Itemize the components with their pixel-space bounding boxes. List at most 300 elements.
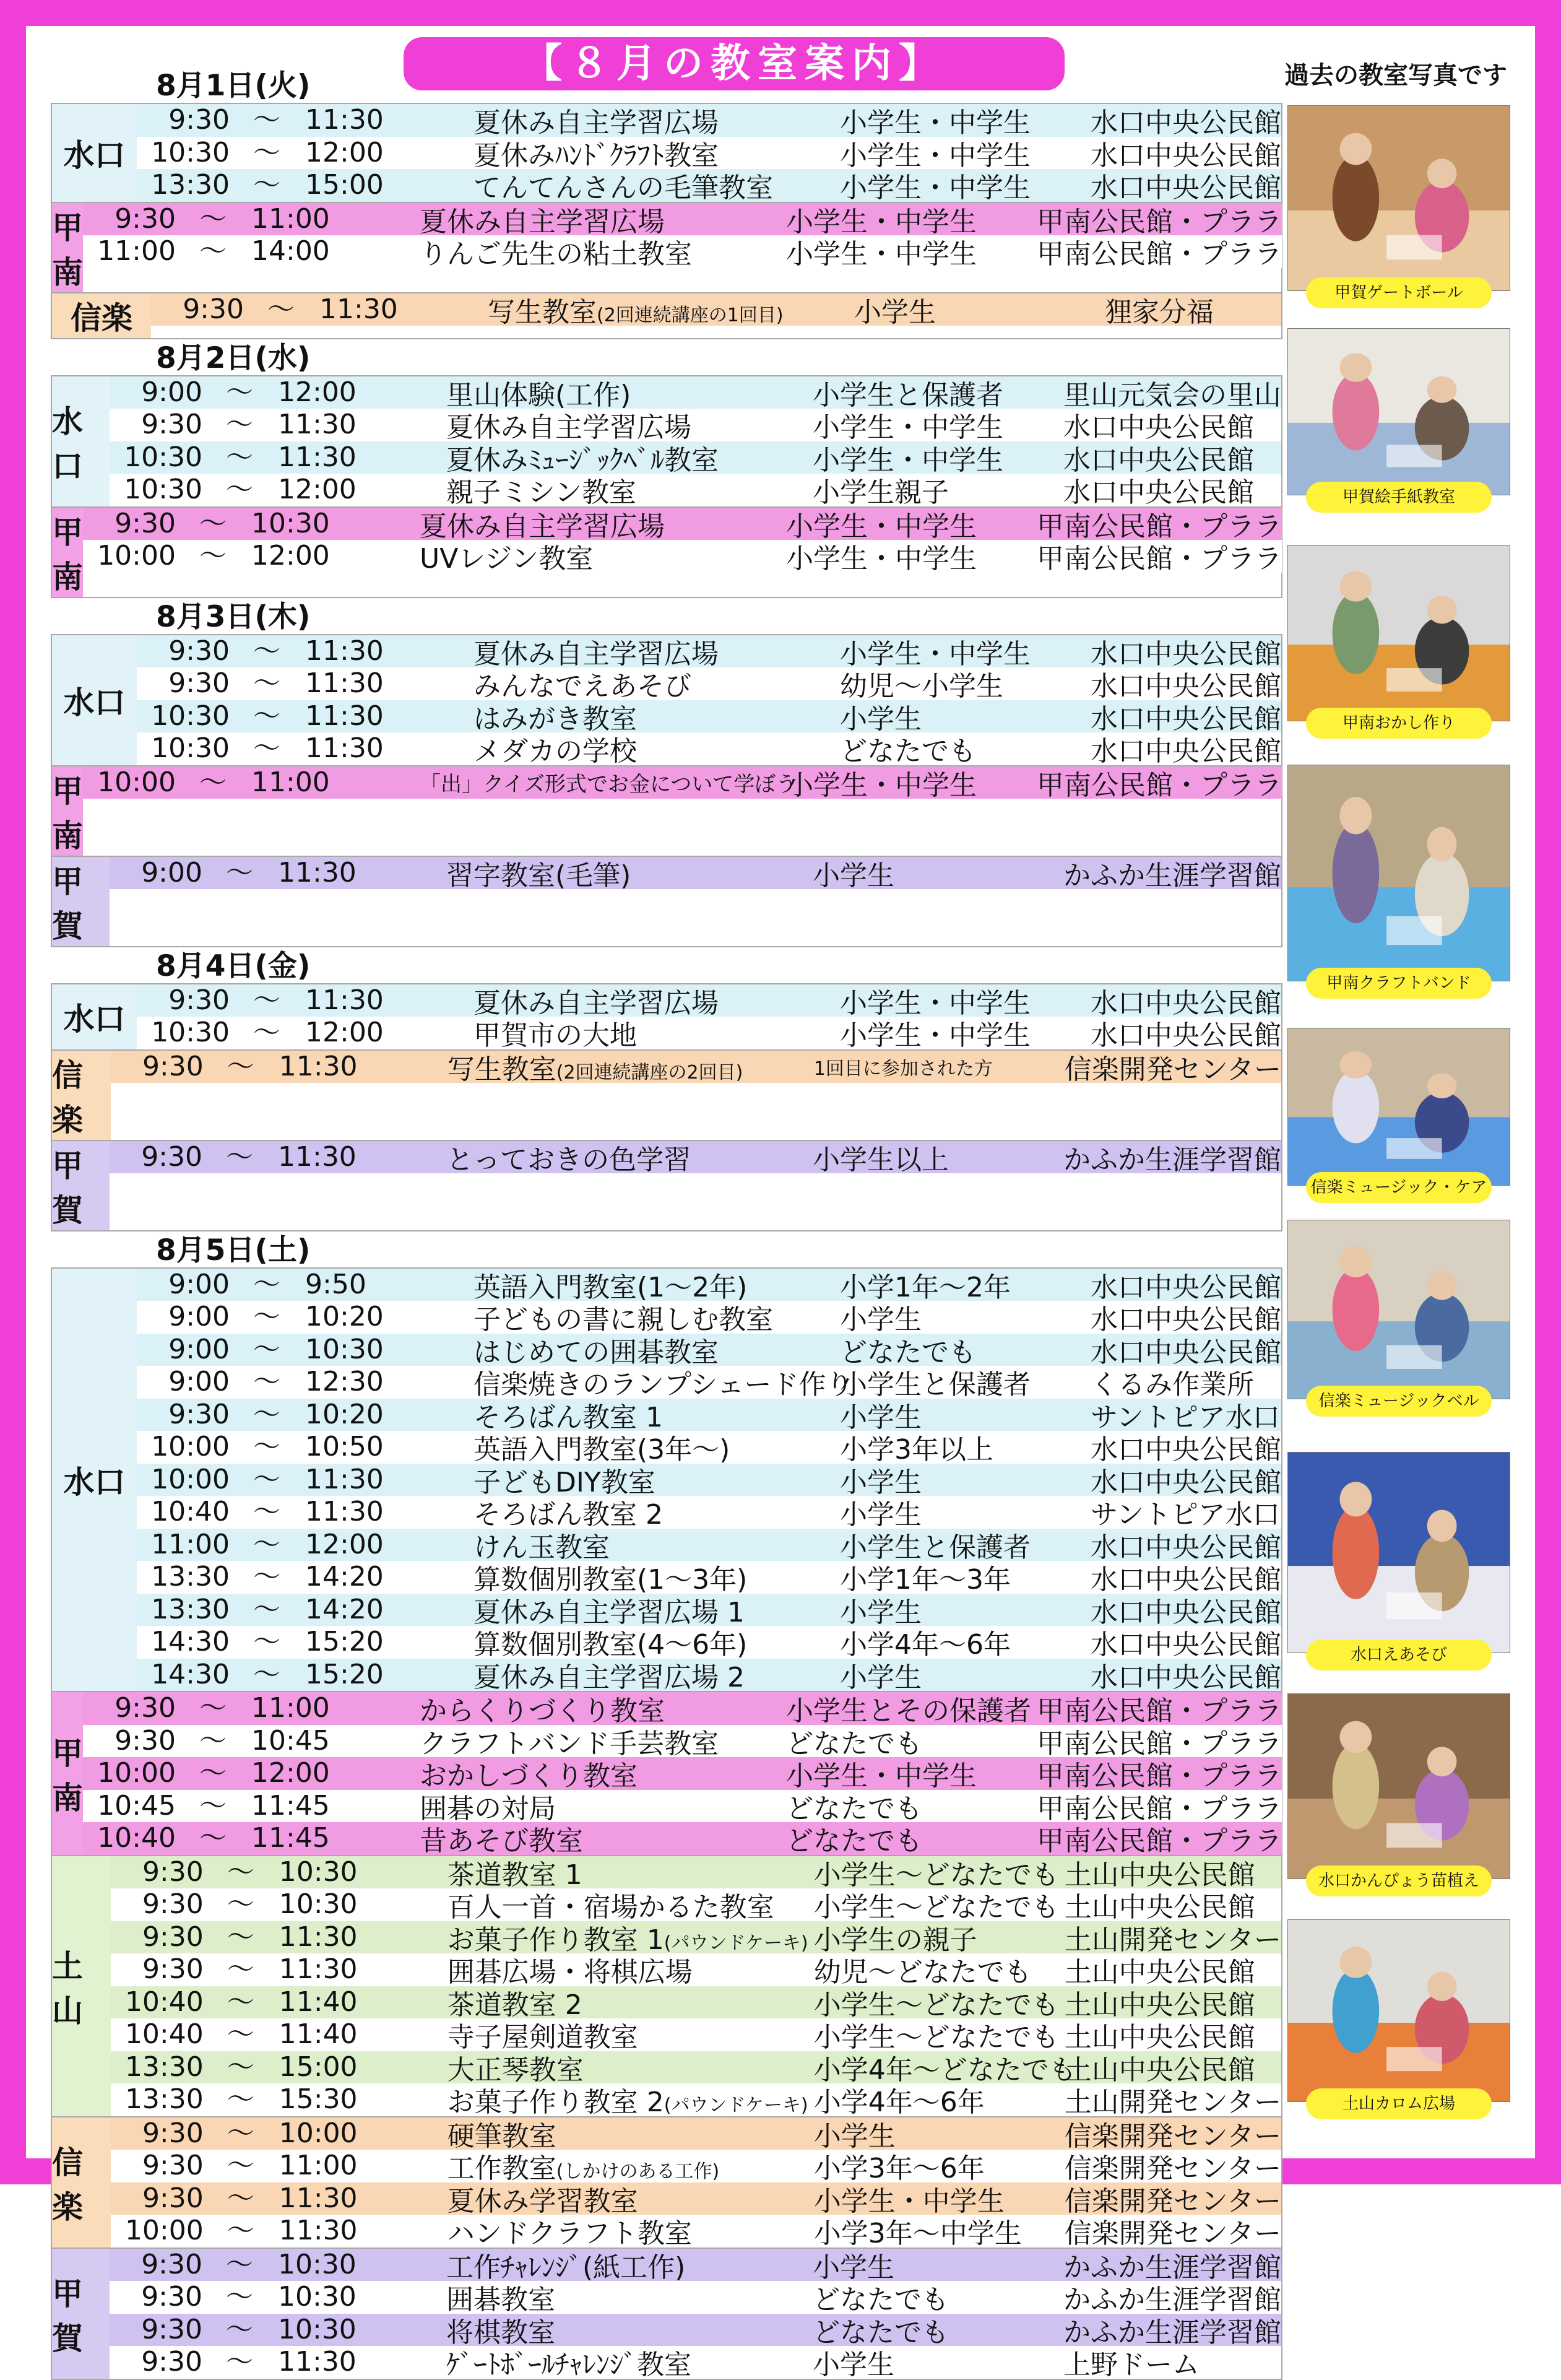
tilde-sep: ～ — [227, 2051, 254, 2083]
target-audience: 小学生 — [840, 1596, 922, 1626]
time-cell — [110, 857, 444, 890]
tilde-sep: ～ — [227, 2215, 254, 2246]
class-title: 夏休み自主学習広場 — [446, 412, 691, 441]
picture-play-photo — [1287, 1452, 1510, 1653]
end-time: 11:30 — [279, 1921, 358, 1953]
class-name — [444, 2249, 809, 2282]
class-name — [471, 1301, 836, 1334]
class-name — [444, 376, 809, 409]
photo-card — [1287, 545, 1510, 739]
tilde-sep: ～ — [253, 1658, 280, 1690]
end-time: 11:45 — [251, 1822, 330, 1854]
start-time: 13:30 — [151, 1561, 230, 1592]
class-name — [445, 1953, 810, 1986]
area-block — [51, 983, 1282, 1051]
class-name — [444, 1141, 809, 1174]
target-audience: 小学生・中学生 — [840, 172, 1031, 202]
venue: 土山開発センター — [1064, 2087, 1281, 2116]
schedule-row — [110, 2346, 1281, 2379]
photo-caption: 信楽ミュージック・ケア — [1306, 1172, 1492, 1203]
tilde-sep: ～ — [227, 2150, 254, 2181]
venue: 甲南公民館・プララ — [1037, 510, 1282, 540]
tilde-sep: ～ — [199, 766, 227, 798]
tilde-sep: ～ — [226, 2281, 253, 2313]
schedule-row — [111, 2150, 1281, 2182]
class-name — [471, 169, 836, 202]
end-time: 14:00 — [251, 235, 330, 267]
schedule-row — [110, 1141, 1281, 1174]
class-title: 算数個別教室(4～6年) — [473, 1629, 748, 1659]
end-time: 11:30 — [305, 1463, 384, 1495]
target-audience: 小学生～どなたでも — [813, 1989, 1059, 2018]
area-block — [51, 2249, 1282, 2380]
schedule-row — [111, 2051, 1281, 2084]
time-cell — [111, 2083, 445, 2116]
tilde-sep: ～ — [227, 2018, 254, 2050]
venue: 水口中央公民館 — [1091, 736, 1281, 765]
class-name — [471, 1269, 836, 1301]
schedule-row — [111, 2182, 1281, 2215]
target-audience: どなたでも — [813, 2284, 949, 2314]
time-cell — [111, 1856, 445, 1889]
class-title: 百人一首・宿場かるた教室 — [447, 1891, 774, 1921]
schedule-row — [111, 2018, 1281, 2051]
class-title: 英語入門教室(3年～) — [473, 1434, 730, 1464]
area-label: 水口 — [52, 104, 137, 202]
end-time: 11:00 — [279, 2150, 358, 2181]
photo-card — [1287, 328, 1510, 513]
target-audience: 小学生・中学生 — [786, 1760, 977, 1790]
venue: 甲南公民館・プララ — [1037, 206, 1282, 235]
venue: 甲南公民館・プララ — [1037, 1695, 1282, 1725]
area-label: 信楽 — [52, 1051, 111, 1140]
class-name — [471, 1334, 836, 1366]
class-title: 硬筆教室 — [447, 2120, 556, 2150]
area-block — [51, 1856, 1282, 2117]
target-audience: どなたでも — [786, 1825, 922, 1855]
end-time: 10:20 — [305, 1301, 384, 1332]
schedule-row — [111, 1953, 1281, 1986]
venue: 信楽開発センター — [1064, 2185, 1281, 2215]
schedule-row — [137, 732, 1281, 765]
time-cell — [111, 2018, 445, 2051]
schedule-row — [137, 635, 1281, 668]
target-audience: 小学生 — [840, 1304, 922, 1334]
tilde-sep: ～ — [253, 635, 280, 667]
end-time: 12:00 — [305, 136, 384, 168]
class-name — [445, 2150, 810, 2182]
start-time: 10:40 — [151, 1496, 230, 1527]
class-name — [445, 2018, 810, 2051]
class-title: みんなでえあそび — [473, 671, 691, 700]
class-title: 習字教室(毛筆) — [446, 859, 631, 889]
tilde-sep: ～ — [253, 984, 280, 1016]
end-time: 12:30 — [305, 1366, 384, 1397]
time-cell — [110, 441, 444, 474]
tilde-sep: ～ — [253, 169, 280, 201]
end-time: 10:20 — [305, 1398, 384, 1430]
schedule-row — [111, 1986, 1281, 2019]
target-audience: 小学生以上 — [813, 1144, 949, 1173]
area-label: 水口 — [52, 984, 137, 1049]
row-group — [83, 508, 1282, 597]
tilde-sep: ～ — [199, 1724, 227, 1757]
row-group — [111, 1051, 1281, 1140]
start-time: 9:30 — [141, 2313, 202, 2345]
venue: 信楽開発センター — [1064, 1053, 1281, 1083]
area-label: 甲賀 — [52, 2249, 110, 2379]
target-audience: 小学生 — [840, 1661, 922, 1691]
class-title: 英語入門教室(1～2年) — [473, 1271, 748, 1301]
time-cell — [83, 1692, 417, 1725]
class-note: (しかけのある工作) — [556, 2161, 720, 2182]
class-note: (パウンドケーキ) — [664, 2095, 808, 2116]
tilde-sep: ～ — [253, 1268, 280, 1300]
time-cell — [111, 1051, 445, 1084]
end-time: 11:40 — [279, 2018, 358, 2050]
schedule-row — [83, 203, 1282, 236]
time-cell — [110, 376, 444, 409]
schedule-row — [111, 2117, 1281, 2150]
start-time: 14:30 — [151, 1658, 230, 1690]
end-time: 11:30 — [305, 1496, 384, 1527]
venue: 土山中央公民館 — [1064, 1957, 1255, 1986]
end-time: 11:30 — [279, 2215, 358, 2246]
class-name — [471, 667, 836, 700]
venue: 信楽開発センター — [1064, 2218, 1281, 2248]
photo-caption: 甲賀絵手紙教室 — [1306, 482, 1492, 513]
venue: 甲南公民館・プララ — [1037, 1825, 1282, 1855]
schedule-row — [110, 376, 1281, 409]
area-label: 甲南 — [52, 1692, 83, 1855]
end-time: 10:30 — [278, 2248, 357, 2280]
tilde-sep: ～ — [253, 1398, 280, 1430]
start-time: 9:30 — [168, 104, 230, 136]
row-group — [137, 104, 1281, 202]
class-name — [471, 732, 836, 765]
class-title: 夏休み自主学習広場 — [420, 206, 665, 235]
end-time: 11:00 — [251, 202, 330, 235]
class-title: 工作教室 — [447, 2153, 556, 2182]
schedule-row — [137, 700, 1281, 733]
schedule-row — [137, 1366, 1281, 1399]
row-group — [83, 1692, 1282, 1855]
class-name — [445, 1856, 810, 1889]
page-title: 【８月の教室案内】 — [404, 37, 1065, 90]
schedule-row — [137, 1301, 1281, 1334]
schedule-row — [110, 2281, 1281, 2314]
class-title: 工作ﾁｬﾚﾝｼﾞ(紙工作) — [446, 2251, 686, 2281]
end-time: 15:30 — [279, 2083, 358, 2115]
end-time: 11:30 — [278, 441, 357, 473]
start-time: 10:40 — [97, 1822, 176, 1854]
time-cell — [137, 700, 471, 733]
schedule-row — [110, 441, 1281, 474]
end-time: 11:30 — [319, 293, 398, 325]
class-name — [445, 2117, 810, 2150]
area-label: 甲賀 — [52, 857, 110, 946]
venue: 水口中央公民館 — [1091, 1271, 1281, 1301]
row-group — [110, 2249, 1281, 2379]
time-cell — [137, 635, 471, 668]
start-time: 10:30 — [151, 732, 230, 764]
start-time: 13:30 — [151, 1593, 230, 1625]
tilde-sep: ～ — [227, 1856, 254, 1888]
class-title: UVレジン教室 — [420, 543, 594, 573]
row-group — [111, 2117, 1281, 2248]
class-title: 寺子屋剣道教室 — [447, 2022, 638, 2051]
end-time: 11:30 — [278, 856, 357, 888]
venue: 水口中央公民館 — [1091, 1661, 1281, 1691]
start-time: 9:30 — [115, 202, 176, 235]
photo-card — [1287, 105, 1510, 308]
class-name — [471, 1464, 836, 1496]
time-cell — [137, 732, 471, 765]
venue: かふか生涯学習館 — [1063, 859, 1281, 889]
start-time: 11:00 — [97, 235, 176, 267]
time-cell — [111, 1921, 445, 1954]
start-time: 9:30 — [142, 1921, 204, 1953]
target-audience: 小学生と保護者 — [840, 1531, 1031, 1561]
venue: 土山中央公民館 — [1064, 1989, 1255, 2018]
gateball-photo — [1287, 105, 1510, 291]
class-name — [445, 2215, 810, 2248]
target-audience: 小学生～どなたでも — [813, 2022, 1059, 2051]
time-cell — [110, 2249, 444, 2282]
class-name — [471, 104, 836, 137]
class-title: てんてんさんの毛筆教室 — [473, 172, 773, 202]
start-time: 9:30 — [115, 1692, 176, 1724]
venue: 甲南公民館・プララ — [1037, 238, 1282, 268]
class-name — [417, 235, 782, 268]
end-time: 12:00 — [251, 1757, 330, 1789]
row-group — [110, 376, 1281, 506]
area-block — [51, 103, 1282, 203]
venue: 上野ドーム — [1063, 2349, 1200, 2379]
craft-band-photo — [1287, 765, 1510, 981]
area-block — [51, 1141, 1282, 1231]
class-title: 子どもの書に親しむ教室 — [473, 1304, 773, 1334]
time-cell — [83, 540, 417, 573]
schedule-row — [137, 1496, 1281, 1529]
start-time: 9:00 — [168, 1333, 230, 1365]
class-title: お菓子作り教室 1 — [447, 1924, 664, 1953]
row-group — [83, 767, 1282, 856]
venue: 信楽開発センター — [1064, 2153, 1281, 2182]
target-audience: 小学生 — [813, 2251, 894, 2281]
venue: 水口中央公民館 — [1063, 412, 1254, 441]
time-cell — [111, 1888, 445, 1921]
schedule-row — [83, 1725, 1282, 1758]
class-title: 茶道教室 1 — [447, 1859, 582, 1888]
class-name — [471, 984, 836, 1017]
target-audience: 小学生 — [813, 859, 894, 889]
class-title: 囲碁教室 — [446, 2284, 555, 2314]
carrom-photo — [1287, 1919, 1510, 2102]
schedule-row — [137, 667, 1281, 700]
venue: 水口中央公民館 — [1091, 107, 1281, 137]
venue: かふか生涯学習館 — [1063, 2316, 1281, 2346]
area-label: 甲南 — [52, 767, 83, 856]
class-title: 写生教室 — [447, 1053, 556, 1083]
start-time: 10:40 — [124, 2018, 204, 2050]
tilde-sep: ～ — [253, 1561, 280, 1592]
schedule-row — [83, 235, 1282, 268]
venue: 水口中央公民館 — [1091, 1596, 1281, 1626]
class-title: ｹﾞｰﾄﾎﾞｰﾙﾁｬﾚﾝｼﾞ教室 — [446, 2349, 691, 2379]
start-time: 9:30 — [142, 1953, 204, 1985]
target-audience: 小学生・中学生 — [840, 638, 1031, 667]
end-time: 11:30 — [278, 409, 357, 440]
target-audience: 小学生 — [813, 2349, 894, 2379]
area-block — [51, 1267, 1282, 1693]
schedule-row — [111, 1921, 1281, 1954]
target-audience: どなたでも — [840, 1336, 976, 1366]
target-audience: 小学生 — [813, 2120, 896, 2150]
photo-caption: 甲南クラフトバンド — [1306, 968, 1492, 999]
start-time: 10:30 — [151, 136, 230, 168]
venue: 水口中央公民館 — [1091, 638, 1281, 667]
end-time: 12:00 — [251, 540, 330, 571]
target-audience: 小学3年～中学生 — [813, 2218, 1022, 2248]
class-name — [471, 1366, 854, 1399]
target-audience: 小学生・中学生 — [786, 206, 977, 235]
class-name — [417, 1822, 782, 1855]
tilde-sep: ～ — [199, 1757, 227, 1789]
class-title: 算数個別教室(1～3年) — [473, 1564, 748, 1594]
class-title: 子どもDIY教室 — [473, 1466, 655, 1496]
class-name — [471, 635, 836, 668]
time-cell — [110, 2314, 444, 2347]
time-cell — [110, 2281, 444, 2314]
venue: 土山中央公民館 — [1064, 2054, 1255, 2083]
end-time: 10:30 — [278, 2313, 357, 2345]
venue: サントピア水口 — [1091, 1499, 1280, 1529]
class-title: 大正琴教室 — [447, 2054, 584, 2083]
class-name — [417, 1790, 782, 1823]
target-audience: 小学生 — [840, 1401, 922, 1431]
tilde-sep: ～ — [227, 1888, 254, 1920]
class-name — [417, 508, 782, 541]
end-time: 14:20 — [305, 1561, 384, 1592]
class-title: 夏休み自主学習広場 — [420, 510, 665, 540]
class-title: 写生教室 — [488, 296, 597, 326]
venue: 土山中央公民館 — [1064, 1859, 1255, 1888]
start-time: 13:30 — [124, 2083, 204, 2115]
time-cell — [83, 1822, 417, 1855]
end-time: 11:30 — [305, 104, 384, 136]
class-title: 「出」クイズ形式でお金について学ぼう — [420, 772, 797, 797]
time-cell — [137, 104, 471, 137]
class-name — [485, 293, 850, 326]
venue: かふか生涯学習館 — [1063, 2284, 1281, 2314]
venue: 水口中央公民館 — [1091, 671, 1281, 700]
end-time: 10:30 — [279, 1856, 358, 1888]
time-cell — [137, 984, 471, 1017]
sweets-making-photo — [1287, 545, 1510, 721]
time-cell — [83, 1757, 417, 1790]
venue: 水口中央公民館 — [1091, 1304, 1281, 1334]
tilde-sep: ～ — [199, 235, 227, 267]
class-title: 昔あそび教室 — [420, 1825, 583, 1855]
tilde-sep: ～ — [226, 474, 253, 505]
target-audience: 小学1年～3年 — [840, 1564, 1011, 1594]
class-name — [471, 700, 836, 733]
class-title: そろばん教室 2 — [473, 1499, 663, 1529]
class-name — [471, 137, 836, 170]
tilde-sep: ～ — [226, 441, 253, 473]
class-title: はじめての囲碁教室 — [473, 1336, 719, 1366]
start-time: 9:30 — [168, 984, 230, 1016]
class-name — [471, 1496, 836, 1529]
tilde-sep: ～ — [227, 1050, 254, 1082]
venue: 水口中央公民館 — [1063, 477, 1254, 506]
class-note: (2回連続講座の2回目) — [556, 1061, 743, 1083]
start-time: 14:30 — [151, 1626, 230, 1657]
time-cell — [83, 203, 417, 236]
end-time: 15:20 — [305, 1626, 384, 1657]
schedule-row — [137, 1431, 1281, 1464]
schedule-row — [137, 137, 1281, 170]
start-time: 10:30 — [151, 1017, 230, 1048]
target-audience: 小学4年～どなたでも — [813, 2054, 1076, 2083]
start-time: 9:30 — [168, 1398, 230, 1430]
target-audience: 小学生・中学生 — [813, 444, 1003, 474]
schedule-row — [137, 984, 1281, 1017]
start-time: 10:30 — [124, 441, 202, 473]
start-time: 13:30 — [124, 2051, 204, 2083]
area-label: 甲賀 — [52, 1141, 110, 1230]
class-title: おかしづくり教室 — [420, 1760, 638, 1790]
area-block — [51, 2117, 1282, 2249]
class-title: 夏休み自主学習広場 — [473, 638, 719, 667]
venue: 水口中央公民館 — [1091, 1466, 1281, 1496]
time-cell — [137, 137, 471, 170]
area-block — [51, 203, 1282, 293]
class-title: 将棋教室 — [446, 2316, 555, 2346]
class-name — [445, 1986, 810, 2019]
class-title: 茶道教室 2 — [447, 1989, 582, 2018]
start-time: 9:30 — [141, 2248, 202, 2280]
start-time: 9:30 — [142, 2117, 204, 2149]
schedule-row — [137, 1659, 1281, 1692]
tilde-sep: ～ — [253, 1333, 280, 1365]
time-cell — [83, 235, 417, 268]
class-title: ハンドクラフト教室 — [447, 2218, 692, 2248]
target-audience: 小学生 — [854, 296, 936, 326]
class-title: 夏休みﾊﾝﾄﾞｸﾗﾌﾄ教室 — [473, 139, 719, 169]
area-label: 甲南 — [52, 203, 83, 292]
schedule-row — [111, 1856, 1281, 1889]
target-audience: どなたでも — [813, 2316, 949, 2346]
time-cell — [137, 1594, 471, 1626]
class-title: クラフトバンド手芸教室 — [420, 1727, 719, 1757]
row-group — [151, 293, 1281, 338]
target-audience: 小学生・中学生 — [840, 139, 1031, 169]
start-time: 9:30 — [115, 1724, 176, 1757]
area-block — [51, 508, 1282, 598]
class-title: はみがき教室 — [473, 703, 637, 732]
photo-caption: 甲賀ゲートボール — [1306, 277, 1492, 308]
time-cell — [110, 474, 444, 506]
time-cell — [111, 2117, 445, 2150]
class-name — [445, 1051, 810, 1084]
tilde-sep: ～ — [227, 1921, 254, 1953]
target-audience: 小学4年～6年 — [840, 1629, 1011, 1659]
picture-letter-photo — [1287, 328, 1510, 495]
target-audience: 小学生親子 — [813, 477, 949, 506]
schedule-row — [137, 1334, 1281, 1366]
